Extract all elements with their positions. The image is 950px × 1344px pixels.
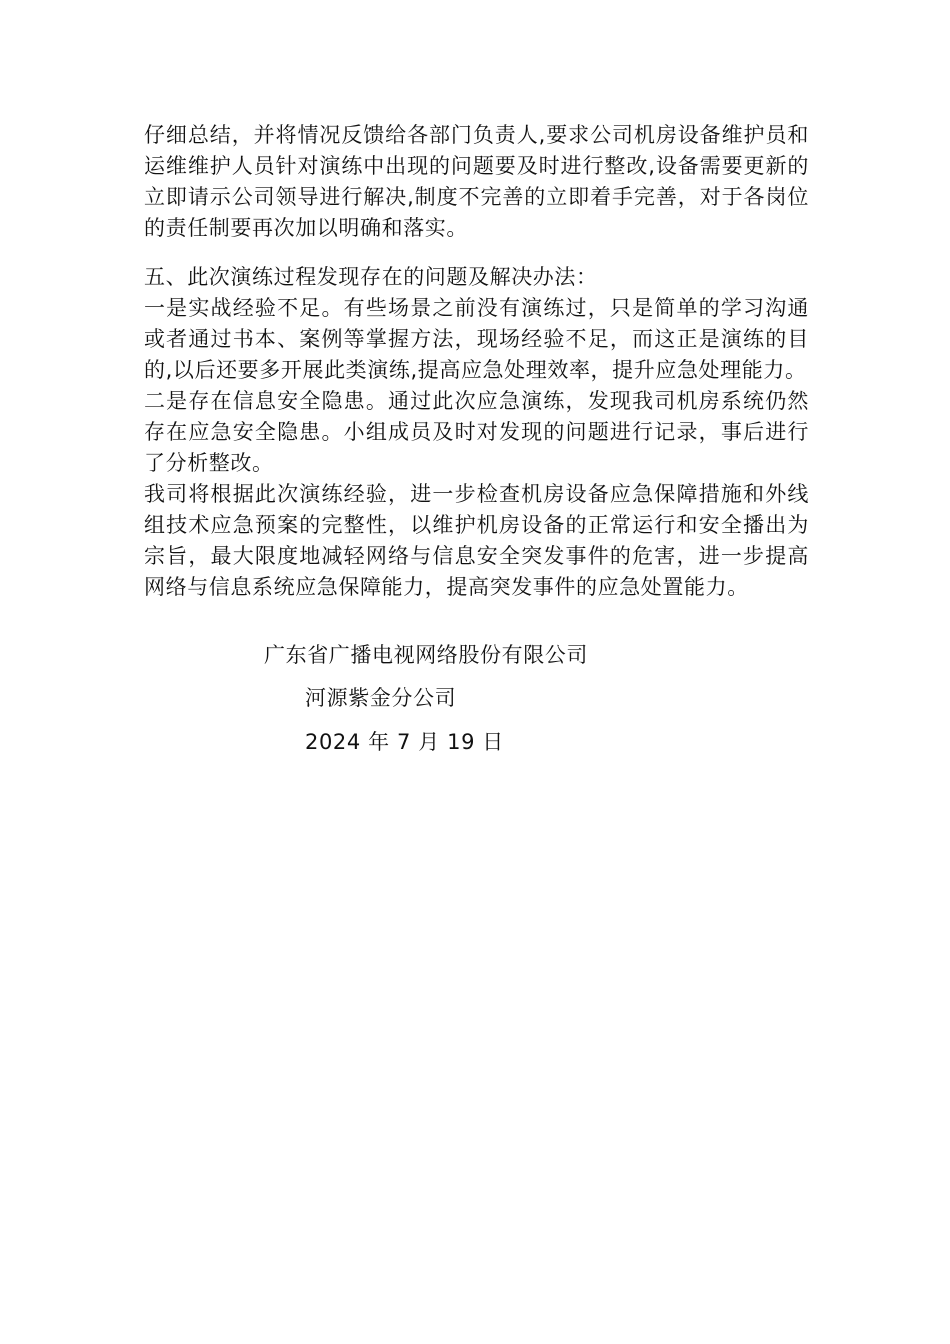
signature-company: 广东省广播电视网络股份有限公司 bbox=[264, 643, 588, 667]
paragraph-conclusion: 我司将根据此次演练经验，进一步检查机房设备应急保障措施和外线组技术应急预案的完整性，以维护机房设备的正常运行和安全播出为宗旨，最大限度地减轻网络与信息安全突发事件的危害，进一步提高网络与信息系统应急保障能力，提高突发事件的应急处置能力。 bbox=[144, 482, 809, 599]
section-heading-five: 五、此次演练过程发现存在的问题及解决办法： bbox=[144, 265, 598, 289]
paragraph-issue-two: 二是存在信息安全隐患。通过此次应急演练，发现我司机房系统仍然存在应急安全隐患。小组成员及时对发现的问题进行记录，事后进行了分析整改。 bbox=[144, 389, 809, 475]
signature-date: 2024 年 7 月 19 日 bbox=[305, 730, 504, 754]
document-body bbox=[144, 120, 809, 603]
paragraph-issue-one: 一是实战经验不足。有些场景之前没有演练过，只是简单的学习沟通或者通过书本、案例等掌握方法，现场经验不足，而这正是演练的目的,以后还要多开展此类演练,提高应急处理效率，提升应急处理能力。 bbox=[144, 296, 809, 382]
paragraph-spacer bbox=[144, 244, 809, 262]
signature-branch: 河源紫金分公司 bbox=[305, 686, 457, 710]
paragraph-summary: 仔细总结，并将情况反馈给各部门负责人,要求公司机房设备维护员和运维维护人员针对演练中出现的问题要及时进行整改,设备需要更新的立即请示公司领导进行解决,制度不完善的立即着手完善，对于各岗位的责任制要再次加以明确和落实。 bbox=[144, 123, 809, 240]
